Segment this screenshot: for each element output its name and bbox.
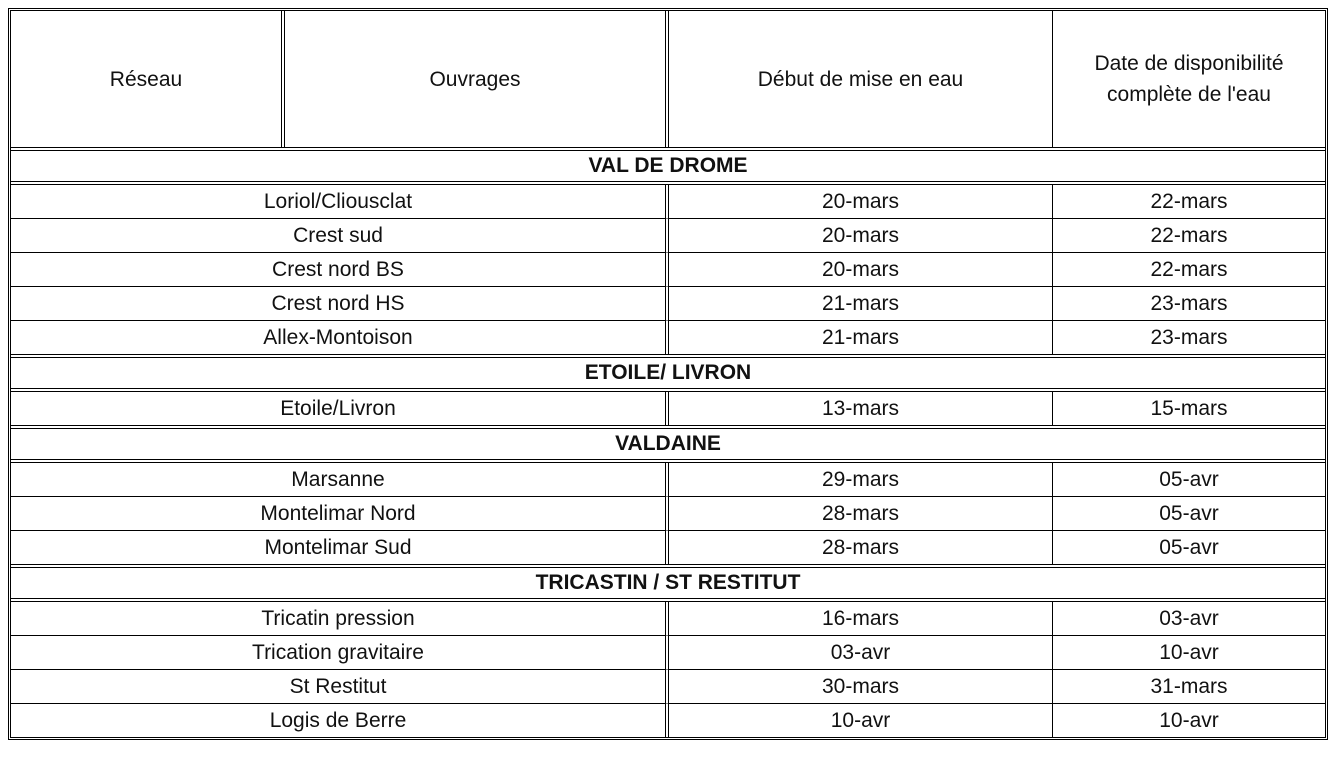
disponibilite-cell: 05-avr (1053, 497, 1325, 531)
debut-cell: 30-mars (669, 670, 1053, 704)
table-row (11, 670, 1325, 704)
debut-cell: 10-avr (669, 704, 1053, 737)
header-debut: Début de mise en eau (669, 11, 1053, 147)
debut-cell: 28-mars (669, 497, 1053, 531)
section-row (11, 354, 1325, 392)
table-row (11, 185, 1325, 219)
ouvrage-cell: Logis de Berre (11, 704, 669, 737)
ouvrage-cell: Crest sud (11, 219, 669, 253)
section-row (11, 564, 1325, 602)
table-row (11, 497, 1325, 531)
ouvrage-cell: Montelimar Nord (11, 497, 669, 531)
ouvrage-cell: Loriol/Cliousclat (11, 185, 669, 219)
ouvrage-cell: Tricatin pression (11, 602, 669, 636)
ouvrage-cell: Trication gravitaire (11, 636, 669, 670)
disponibilite-cell: 10-avr (1053, 636, 1325, 670)
section-title: ETOILE/ LIVRON (11, 354, 1325, 392)
header-disponibilite-line2: complète de l'eau (1107, 83, 1271, 106)
table-row (11, 704, 1325, 737)
section-title: VALDAINE (11, 425, 1325, 463)
ouvrage-cell: Allex-Montoison (11, 321, 669, 354)
section-row (11, 425, 1325, 463)
schedule-sheet (8, 8, 1328, 740)
section-row (11, 147, 1325, 185)
table-row (11, 321, 1325, 354)
disponibilite-cell: 23-mars (1053, 287, 1325, 321)
table-row (11, 253, 1325, 287)
table-row (11, 463, 1325, 497)
ouvrage-cell: St Restitut (11, 670, 669, 704)
debut-cell: 20-mars (669, 253, 1053, 287)
disponibilite-cell: 23-mars (1150, 325, 1228, 349)
debut-cell: 21-mars (669, 321, 1053, 354)
debut-cell: 20-mars (669, 185, 1053, 219)
header-disponibilite-line1: Date de disponibilité (1094, 52, 1284, 75)
schedule-table (8, 8, 1328, 740)
section-title: VAL DE DROME (11, 147, 1325, 185)
table-row (11, 392, 1325, 425)
section-title: TRICASTIN / ST RESTITUT (11, 564, 1325, 602)
table-row (11, 287, 1325, 321)
table-row (11, 636, 1325, 670)
disponibilite-cell: 22-mars (1053, 219, 1325, 253)
disponibilite-cell: 03-avr (1053, 602, 1325, 636)
ouvrage-cell: Crest nord HS (11, 287, 669, 321)
disponibilite-cell: 10-avr (1159, 708, 1219, 732)
debut-cell: 03-avr (669, 636, 1053, 670)
disponibilite-cell: 15-mars (1150, 396, 1228, 420)
table-body (11, 147, 1325, 737)
table-row (11, 219, 1325, 253)
disponibilite-cell: 22-mars (1053, 185, 1325, 219)
header-row (11, 11, 1325, 147)
disponibilite-cell: 05-avr (1159, 535, 1219, 559)
ouvrage-cell: Montelimar Sud (11, 531, 669, 564)
disponibilite-cell: 05-avr (1053, 463, 1325, 497)
disponibilite-cell: 31-mars (1053, 670, 1325, 704)
ouvrage-cell: Crest nord BS (11, 253, 669, 287)
debut-cell: 16-mars (669, 602, 1053, 636)
header-ouvrages: Ouvrages (285, 11, 669, 147)
debut-cell: 28-mars (669, 531, 1053, 564)
debut-cell: 20-mars (669, 219, 1053, 253)
ouvrage-cell: Etoile/Livron (11, 392, 669, 425)
header-disponibilite (1053, 11, 1325, 147)
table-row (11, 602, 1325, 636)
debut-cell: 13-mars (669, 392, 1053, 425)
debut-cell: 29-mars (669, 463, 1053, 497)
disponibilite-cell: 22-mars (1053, 253, 1325, 287)
debut-cell: 21-mars (669, 287, 1053, 321)
ouvrage-cell: Marsanne (11, 463, 669, 497)
table-row (11, 531, 1325, 564)
header-reseau: Réseau (11, 11, 285, 147)
